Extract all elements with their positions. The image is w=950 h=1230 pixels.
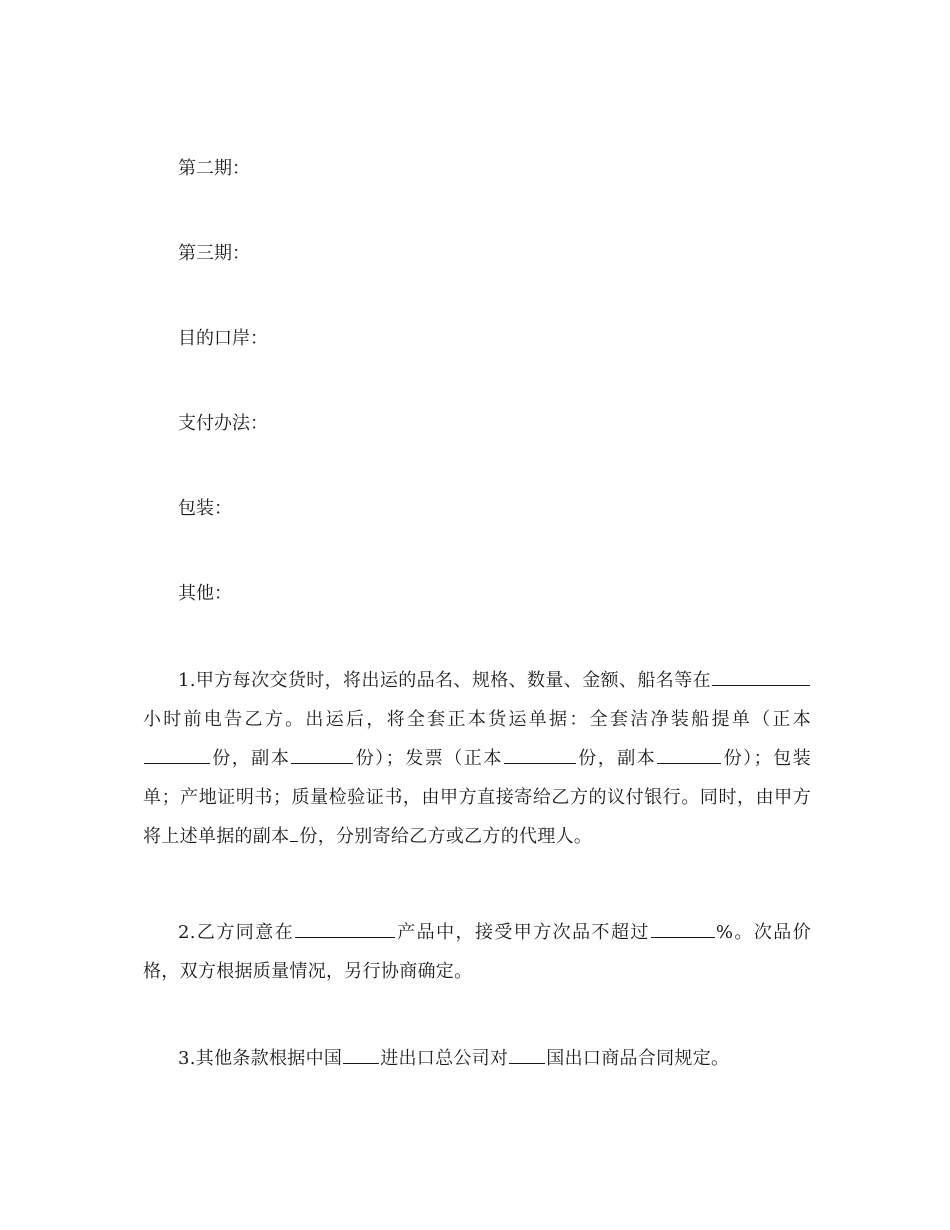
clause-1-text: 份）；包装单；产地证明书；质量检验证书，由甲方直接寄给乙方的议付银行。同时，由甲方将上述单据的副本	[143, 748, 812, 847]
clause-3	[143, 1039, 811, 1078]
clause-1-text: 份，分别寄给乙方或乙方的代理人。	[299, 826, 593, 847]
blank-bill-copy[interactable]	[291, 745, 353, 764]
clause-1-text: 份）；发票（正本	[354, 748, 503, 769]
blank-china-company[interactable]	[343, 1045, 379, 1064]
clause-1-text: 份，副本	[576, 748, 657, 769]
blank-country[interactable]	[509, 1045, 545, 1064]
clause-1	[143, 661, 811, 856]
blank-product[interactable]	[295, 919, 395, 938]
field-packaging: 包装：	[178, 498, 232, 519]
blank-bill-original[interactable]	[144, 745, 210, 764]
clause-2-text: %。次品价格，双方根据质量情况，另行协商确定。	[143, 922, 811, 982]
clause-1-text: 1.甲方每次交货时，将出运的品名、规格、数量、金额、船名等在	[178, 670, 711, 691]
clause-2	[143, 913, 811, 991]
clause-1-text: 份，副本	[211, 748, 291, 769]
clause-3-text: 国出口商品合同规定。	[546, 1048, 730, 1069]
clause-2-text: 2.乙方同意在	[178, 922, 295, 943]
field-other: 其他：	[178, 583, 232, 604]
field-destination-port: 目的口岸：	[178, 328, 268, 349]
field-second-installment: 第二期：	[178, 158, 250, 179]
clause-3-text: 进出口总公司对	[380, 1048, 509, 1069]
blank-invoice-original[interactable]	[504, 745, 576, 764]
clause-1-text: 小时前电告乙方。出运后，将全套正本货运单据：全套洁净装船提单（正本	[143, 709, 811, 730]
clause-3-text: 3.其他条款根据中国	[178, 1048, 343, 1069]
blank-hours[interactable]	[712, 667, 810, 686]
blank-invoice-copy[interactable]	[657, 745, 721, 764]
field-payment-method: 支付办法：	[178, 413, 268, 434]
blank-document-copies[interactable]	[290, 823, 298, 842]
field-third-installment: 第三期：	[178, 243, 250, 264]
blank-defect-percent[interactable]	[651, 919, 715, 938]
clause-2-text: 产品中，接受甲方次品不超过	[396, 922, 650, 943]
